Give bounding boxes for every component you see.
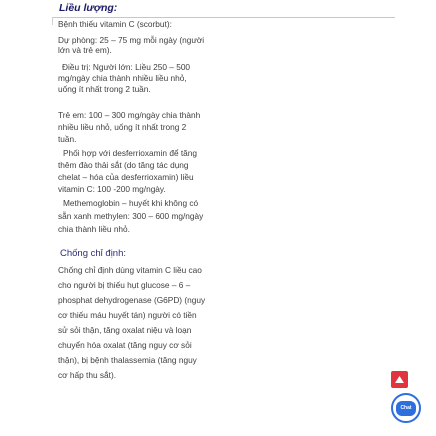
dosage-line: Trẻ em: 100 – 300 mg/ngày chia thành (58, 110, 201, 120)
contraindication-line: chuyển hóa oxalat (tăng nguy cơ sỏi (58, 340, 192, 350)
dosage-line: lớn và trẻ em). (58, 45, 112, 55)
left-border (52, 17, 53, 25)
dosage-line: tuần. (58, 134, 77, 144)
dosage-line: thêm đào thải sắt (do tăng tác dụng (58, 160, 189, 170)
chat-button[interactable] (391, 393, 421, 423)
chat-bubble-icon (396, 401, 416, 416)
dosage-heading: Liều lượng: (59, 2, 118, 14)
dosage-line: vitamin C: 100 -200 mg/ngày. (58, 184, 166, 194)
dosage-line: Điều trị: Người lớn: Liều 250 – 500 (62, 62, 191, 72)
contraindication-line: sử sỏi thận, tăng oxalat niệu và loạn (58, 325, 192, 335)
contraindication-line: Chống chỉ định dùng vitamin C liều cao (58, 265, 202, 275)
dosage-line: chia thành liều nhỏ. (58, 224, 130, 234)
contraindication-line: cơ hấp thu sắt). (58, 370, 117, 380)
chat-label: Chat (400, 405, 412, 411)
dosage-line: uống ít nhất trong 2 tuần. (58, 84, 151, 94)
dosage-line: nhiều liều nhỏ, uống ít nhất trong 2 (58, 122, 187, 132)
contraindication-line: phosphat dehydrogenase (G6PD) (nguy (58, 295, 206, 305)
arrow-up-icon (395, 376, 404, 383)
dosage-line: chelat – hóa của desferrioxamin) liều (58, 172, 194, 182)
dosage-line: mg/ngày chia thành nhiều liều nhỏ, (58, 73, 187, 83)
contraindication-line: cơ thiếu máu huyết tán) người có tiền (58, 310, 197, 320)
dosage-line: Phối hợp với desferrioxamin để tăng (63, 148, 198, 158)
dosage-line: Bệnh thiếu vitamin C (scorbut): (58, 19, 172, 29)
dosage-line: Methemoglobin – huyết khi không có (63, 198, 199, 208)
dosage-line: sẵn xanh methylen: 300 – 600 mg/ngày (58, 211, 204, 221)
contraindication-line: thận), bị bệnh thalassemia (tăng nguy (58, 355, 197, 365)
scroll-to-top-button[interactable] (391, 371, 408, 388)
dosage-line: Dự phòng: 25 – 75 mg mỗi ngày (người (58, 35, 205, 45)
contraindication-heading: Chống chỉ định: (60, 248, 127, 259)
heading-divider (52, 17, 395, 18)
contraindication-line: cho người bị thiếu hụt glucose – 6 – (58, 280, 191, 290)
